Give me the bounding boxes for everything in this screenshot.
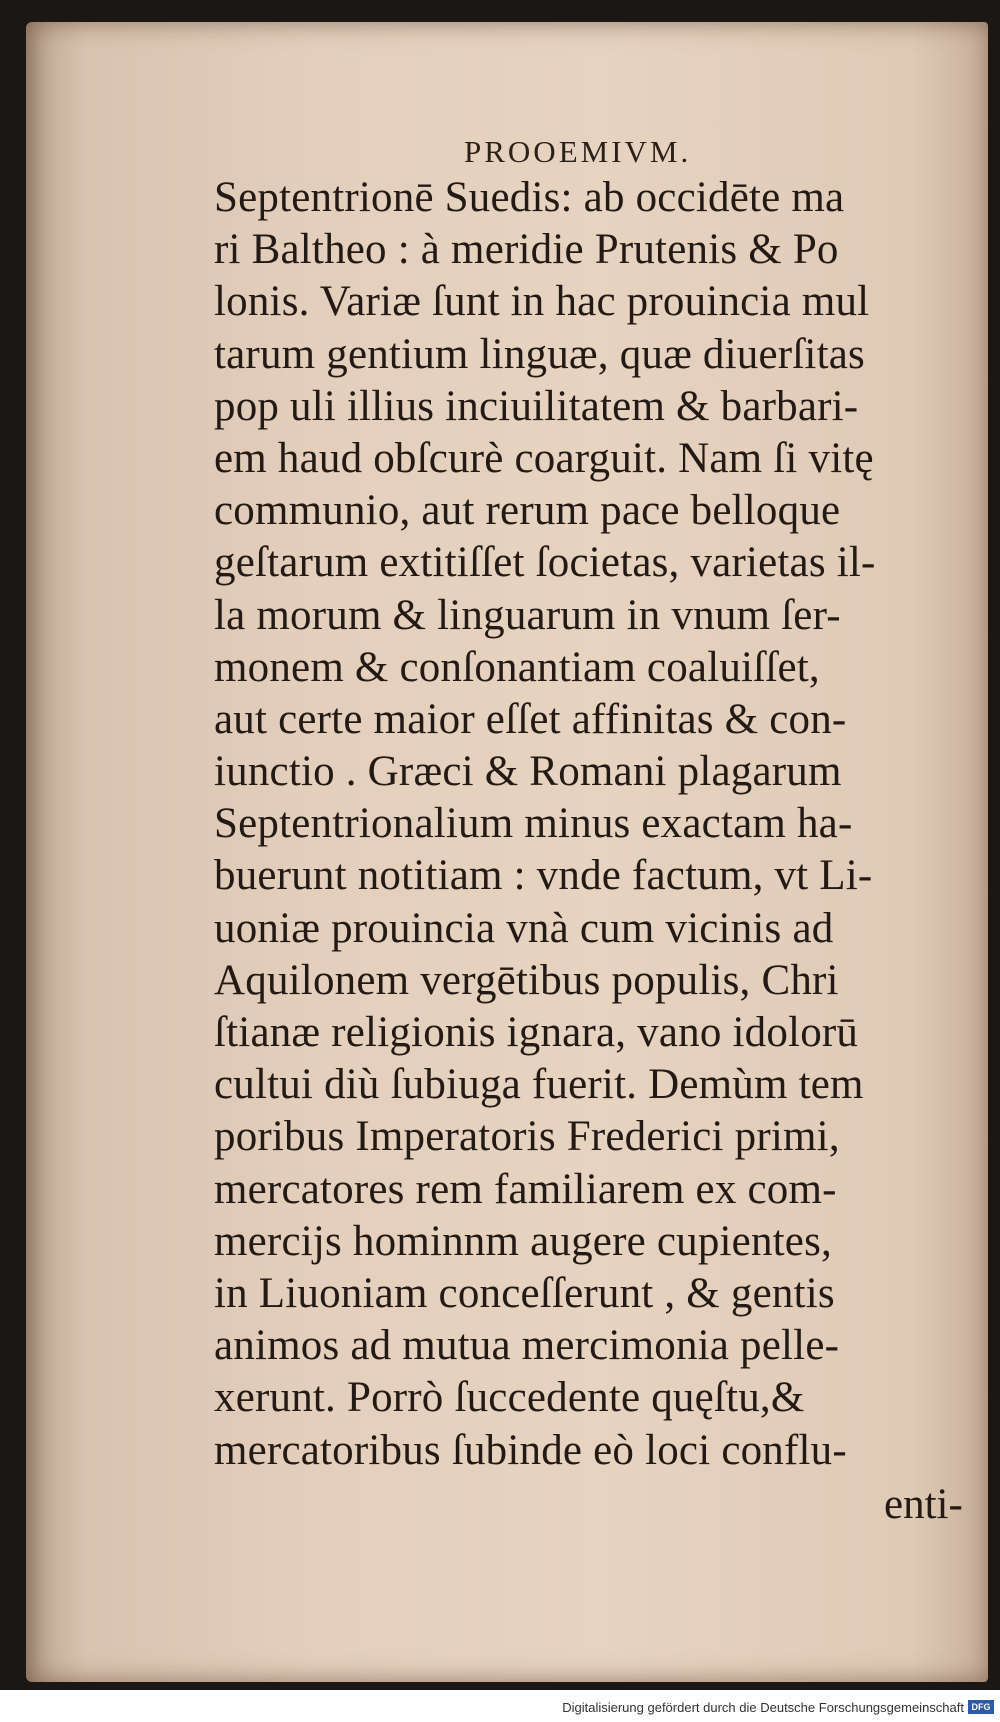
text-line: la morum & linguarum in vnum ſer- xyxy=(214,591,841,639)
text-line: iunctio . Græci & Romani plagarum xyxy=(214,748,842,796)
dfg-logo-icon: DFG xyxy=(968,1700,994,1714)
text-line: buerunt notitiam : vnde factum, vt Li- xyxy=(214,852,873,900)
text-line: tarum gentium linguæ, quæ diuerſitas xyxy=(214,330,865,378)
text-line: uoniæ prouincia vnà cum vicinis ad xyxy=(214,904,834,952)
text-line: poribus Imperatoris Frederici primi, xyxy=(214,1113,840,1161)
text-line: mercatoribus ſubinde eò loci conflu- xyxy=(214,1426,847,1474)
text-line: geſtarum extitiſſet ſocietas, varietas il- xyxy=(214,539,876,587)
text-line: monem & conſonantiam coaluiſſet, xyxy=(214,643,820,691)
catchword: enti- xyxy=(884,1481,963,1528)
text-line: ri Baltheo : à meridie Prutenis & Po xyxy=(214,226,839,274)
text-line: em haud obſcurè coarguit. Nam ſi vitę xyxy=(214,434,874,482)
text-line: pop uli illius inciuilitatem & barbari- xyxy=(214,382,859,430)
text-line: aut certe maior eſſet affinitas & con- xyxy=(214,695,847,743)
body-text xyxy=(214,172,974,1477)
text-line: xerunt. Porrò ſuccedente quęſtu,& xyxy=(214,1374,805,1422)
footer-credit: Digitalisierung gefördert durch die Deutsche Forschungsgemeinschaft xyxy=(562,1700,964,1715)
running-head: PROOEMIVM. xyxy=(464,134,692,169)
text-line: mercijs hominnm augere cupientes, xyxy=(214,1217,832,1265)
text-line: ſtianæ religionis ignara, vano idolorū xyxy=(214,1009,859,1056)
text-line: cultui diù ſubiuga fuerit. Demùm tem xyxy=(214,1061,864,1109)
text-line: Aquilonem vergētibus populis, Chri xyxy=(214,956,839,1004)
text-line: communio, aut rerum pace belloque xyxy=(214,487,841,535)
text-line: Septentrionalium minus exactam ha- xyxy=(214,800,853,848)
text-line: in Liuoniam conceſſerunt , & gentis xyxy=(214,1269,835,1317)
text-line: Septentrionē Suedis: ab occidēte ma xyxy=(214,174,845,221)
text-line: mercatores rem familiarem ex com- xyxy=(214,1165,837,1213)
book-page xyxy=(26,22,988,1682)
text-line: lonis. Variæ ſunt in hac prouincia mul xyxy=(214,278,870,326)
text-line: animos ad mutua mercimonia pelle- xyxy=(214,1322,840,1370)
